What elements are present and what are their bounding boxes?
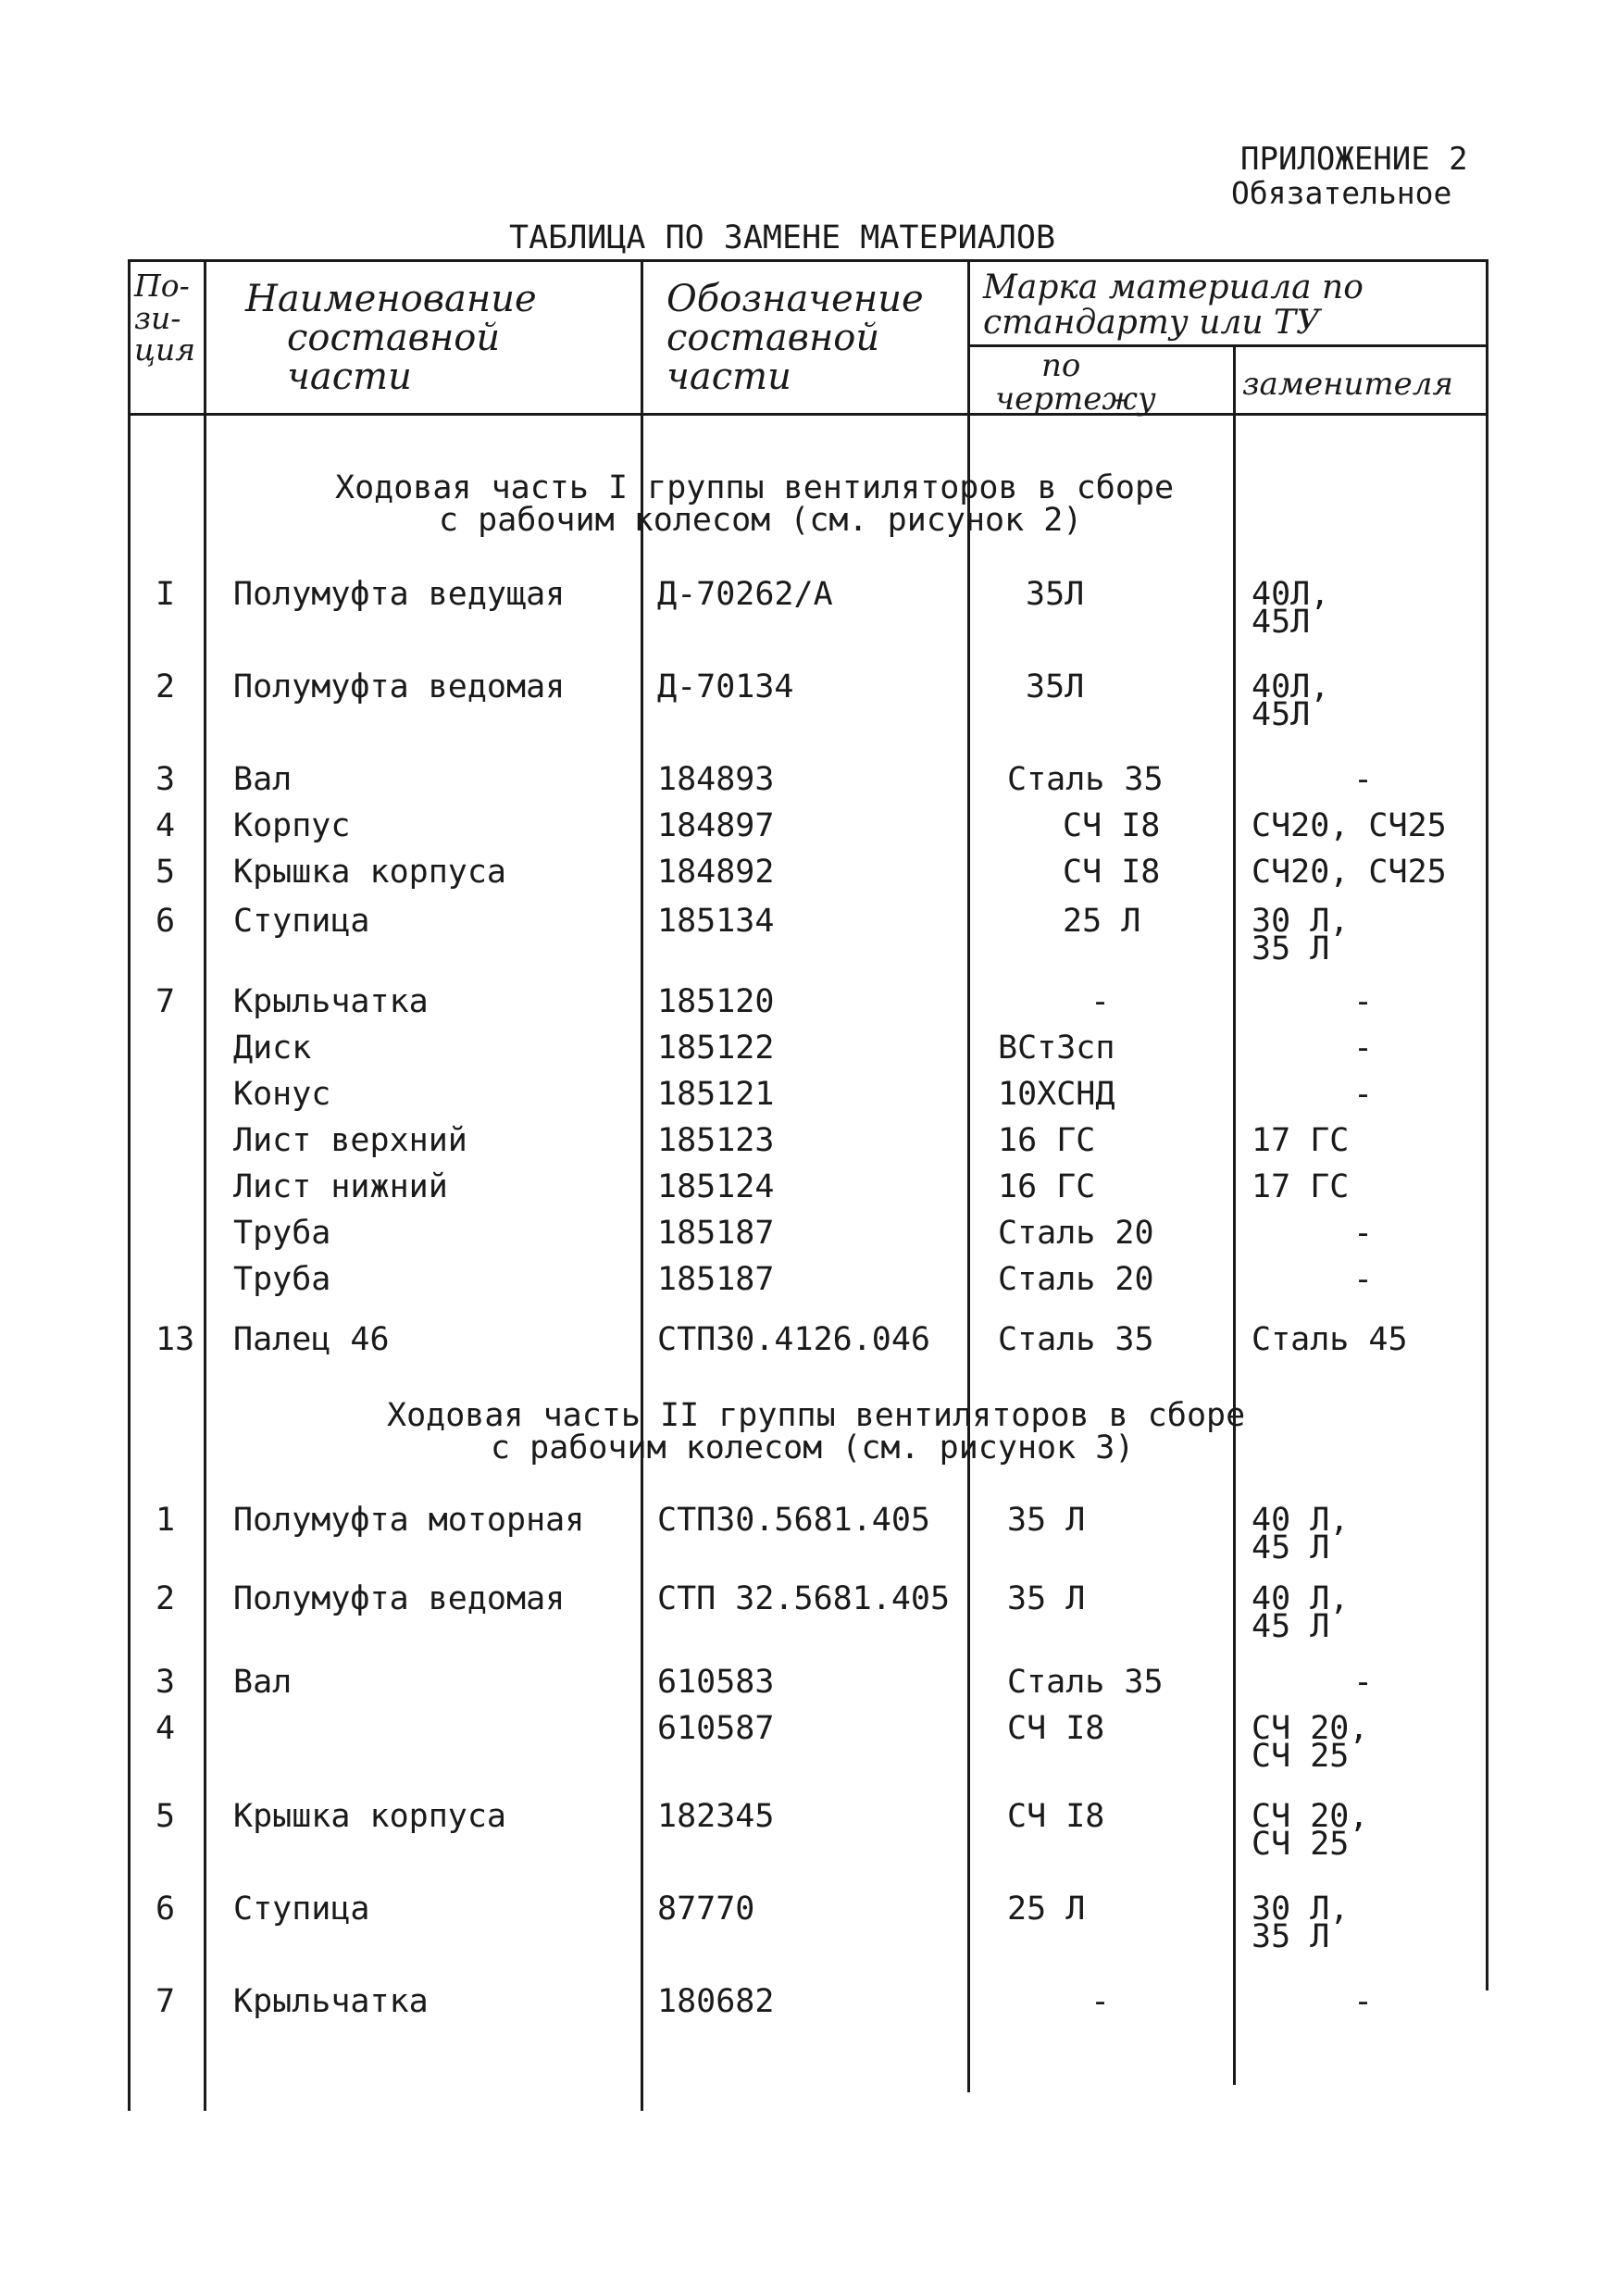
row-part-name: Полумуфта моторная bbox=[233, 1502, 585, 1539]
row-part-name: Конус bbox=[233, 1076, 331, 1113]
row-substitute-material: - bbox=[1353, 1215, 1374, 1252]
section1-heading-line2: с рабочим колесом (см. рисунок 2) bbox=[439, 502, 1083, 539]
row-material-by-drawing: 35 Л bbox=[1007, 1580, 1086, 1617]
row-substitute-material: 17 ГС bbox=[1252, 1122, 1350, 1159]
row-material-by-drawing: 16 ГС bbox=[998, 1168, 1096, 1205]
row-material-by-drawing: Сталь 35 bbox=[1007, 761, 1164, 798]
row-designation: 185187 bbox=[657, 1215, 775, 1252]
row-position: 3 bbox=[156, 1664, 176, 1701]
header-name-line3: части bbox=[287, 356, 412, 398]
table-top-border bbox=[128, 259, 1488, 262]
section2-heading bbox=[387, 1397, 1246, 1466]
section2-heading-line1: Ходовая часть II группы вентиляторов в сборе bbox=[387, 1397, 1246, 1434]
row-part-name: Вал bbox=[233, 761, 293, 798]
row-substitute-material: - bbox=[1353, 1664, 1374, 1701]
row-substitute-material: СЧ 20, bbox=[1252, 1798, 1369, 1835]
row-substitute-material: 40 Л, bbox=[1252, 1502, 1350, 1539]
row-designation: 185123 bbox=[657, 1122, 775, 1159]
row-designation: 185120 bbox=[657, 983, 775, 1020]
row-part-name: Труба bbox=[233, 1261, 331, 1298]
row-substitute-material: 30 Л, bbox=[1252, 903, 1350, 940]
row-part-name: Полумуфта ведомая bbox=[233, 668, 566, 705]
row-part-name: Крышка корпуса bbox=[233, 1798, 507, 1835]
row-designation: 182345 bbox=[657, 1798, 775, 1835]
row-substitute-material-2: 35 Л bbox=[1252, 930, 1330, 967]
row-designation: 180682 bbox=[657, 1983, 775, 2020]
row-position: 7 bbox=[156, 1983, 176, 2020]
column-divider-left bbox=[128, 259, 131, 2111]
row-part-name: Крышка корпуса bbox=[233, 854, 507, 891]
row-designation: Д-70134 bbox=[657, 668, 794, 705]
row-substitute-material-2: 35 Л bbox=[1252, 1918, 1330, 1955]
row-part-name: Диск bbox=[233, 1029, 312, 1067]
row-part-name: Лист верхний bbox=[233, 1122, 467, 1159]
table-right-border bbox=[1486, 259, 1488, 1990]
row-part-name: Полумуфта ведущая bbox=[233, 576, 566, 613]
row-designation: 610583 bbox=[657, 1664, 775, 1701]
row-designation: 184892 bbox=[657, 854, 775, 891]
section1-heading bbox=[335, 469, 1175, 539]
row-part-name: Ступица bbox=[233, 1890, 370, 1928]
header-position-line2: зи- bbox=[134, 299, 181, 336]
appendix-title: ПРИЛОЖЕНИЕ 2 bbox=[1240, 141, 1468, 178]
row-substitute-material: СЧ20, СЧ25 bbox=[1252, 854, 1447, 891]
column-divider-material bbox=[1233, 344, 1236, 2085]
row-substitute-material-2: СЧ 25 bbox=[1252, 1826, 1350, 1863]
row-designation: 185124 bbox=[657, 1168, 775, 1205]
row-material-by-drawing: ВСт3сп bbox=[998, 1029, 1115, 1067]
row-substitute-material-2: 45Л bbox=[1252, 696, 1311, 733]
row-substitute-material-2: 45 Л bbox=[1252, 1529, 1330, 1566]
row-substitute-material-2: СЧ 25 bbox=[1252, 1738, 1350, 1775]
row-designation: 185187 bbox=[657, 1261, 775, 1298]
row-substitute-material-2: 45Л bbox=[1252, 604, 1311, 641]
header-bottom-border bbox=[128, 413, 1488, 416]
row-position: 2 bbox=[156, 1580, 176, 1617]
row-designation: 185122 bbox=[657, 1029, 775, 1067]
row-position: 3 bbox=[156, 761, 176, 798]
row-substitute-material: 30 Л, bbox=[1252, 1890, 1350, 1928]
row-substitute-material: - bbox=[1353, 983, 1374, 1020]
row-part-name: Полумуфта ведомая bbox=[233, 1580, 566, 1617]
header-designation bbox=[666, 280, 924, 396]
row-designation: 610587 bbox=[657, 1710, 775, 1747]
header-name-line1: Наименование bbox=[245, 278, 537, 320]
header-position-line1: По- bbox=[134, 268, 190, 304]
row-substitute-material: 40Л, bbox=[1252, 668, 1330, 705]
row-part-name: Крыльчатка bbox=[233, 1983, 429, 2020]
row-material-by-drawing: Сталь 20 bbox=[998, 1215, 1154, 1252]
header-material-group bbox=[983, 270, 1364, 341]
row-position: 1 bbox=[156, 1502, 176, 1539]
row-designation: СТП30.5681.405 bbox=[657, 1502, 931, 1539]
row-position: 6 bbox=[156, 1890, 176, 1928]
row-substitute-material: - bbox=[1353, 1076, 1374, 1113]
row-material-by-drawing: 10ХСНД bbox=[998, 1076, 1115, 1113]
header-designation-line1: Обозначение bbox=[666, 278, 924, 320]
row-part-name: Труба bbox=[233, 1215, 331, 1252]
header-position bbox=[134, 270, 195, 367]
row-substitute-material: - bbox=[1353, 1261, 1374, 1298]
row-position: 6 bbox=[156, 903, 176, 940]
row-part-name: Крыльчатка bbox=[233, 983, 429, 1020]
section2-heading-line2: с рабочим колесом (см. рисунок 3) bbox=[491, 1429, 1135, 1466]
row-material-by-drawing: СЧ I8 bbox=[1063, 807, 1161, 844]
row-substitute-material: СЧ20, СЧ25 bbox=[1252, 807, 1447, 844]
row-material-by-drawing: 35Л bbox=[1026, 576, 1085, 613]
row-part-name: Палец 46 bbox=[233, 1321, 390, 1358]
row-material-by-drawing: - bbox=[1090, 1983, 1111, 2020]
row-part-name: Корпус bbox=[233, 807, 351, 844]
column-divider-position bbox=[204, 259, 206, 2111]
header-name bbox=[245, 280, 537, 396]
section1-heading-line1: Ходовая часть I группы вентиляторов в сборе bbox=[335, 469, 1175, 506]
header-position-line3: ция bbox=[134, 331, 196, 368]
row-designation: 184893 bbox=[657, 761, 775, 798]
header-by-drawing-line1: по bbox=[1041, 347, 1081, 384]
row-substitute-material: 40Л, bbox=[1252, 576, 1330, 613]
row-substitute-material: - bbox=[1353, 761, 1374, 798]
header-designation-line3: части bbox=[666, 356, 791, 398]
row-position: 7 bbox=[156, 983, 176, 1020]
row-position: 5 bbox=[156, 854, 176, 891]
row-part-name: Ступица bbox=[233, 903, 370, 940]
row-material-by-drawing: СЧ I8 bbox=[1007, 1798, 1105, 1835]
header-by-drawing-line2: чертежу bbox=[995, 380, 1156, 418]
header-material-line1: Марка материала по bbox=[983, 268, 1364, 306]
table-title: ТАБЛИЦА ПО ЗАМЕНЕ МАТЕРИАЛОВ bbox=[509, 219, 1056, 256]
row-designation: 184897 bbox=[657, 807, 775, 844]
header-by-drawing bbox=[995, 347, 1156, 418]
row-position: 4 bbox=[156, 1710, 176, 1747]
row-substitute-material: Сталь 45 bbox=[1252, 1321, 1408, 1358]
header-designation-line2: составной bbox=[666, 317, 880, 359]
row-material-by-drawing: 16 ГС bbox=[998, 1122, 1096, 1159]
appendix-subtitle: Обязательное bbox=[1231, 175, 1452, 211]
header-substitute: заменителя bbox=[1242, 366, 1453, 403]
row-material-by-drawing: Сталь 35 bbox=[1007, 1664, 1164, 1701]
row-material-by-drawing: Сталь 35 bbox=[998, 1321, 1154, 1358]
row-material-by-drawing: 35 Л bbox=[1007, 1502, 1086, 1539]
row-position: 4 bbox=[156, 807, 176, 844]
row-designation: Д-70262/А bbox=[657, 576, 833, 613]
row-substitute-material: - bbox=[1353, 1983, 1374, 2020]
row-part-name: Лист нижний bbox=[233, 1168, 448, 1205]
row-substitute-material: СЧ 20, bbox=[1252, 1710, 1369, 1747]
row-material-by-drawing: 25 Л bbox=[1063, 903, 1141, 940]
row-substitute-material: 17 ГС bbox=[1252, 1168, 1350, 1205]
row-part-name: Вал bbox=[233, 1664, 293, 1701]
row-substitute-material: - bbox=[1353, 1029, 1374, 1067]
row-substitute-material: 40 Л, bbox=[1252, 1580, 1350, 1617]
header-name-line2: составной bbox=[287, 317, 501, 359]
row-substitute-material-2: 45 Л bbox=[1252, 1608, 1330, 1645]
row-designation: СТП 32.5681.405 bbox=[657, 1580, 951, 1617]
header-material-line2: стандарту или ТУ bbox=[983, 303, 1321, 342]
row-material-by-drawing: - bbox=[1090, 983, 1111, 1020]
row-designation: 87770 bbox=[657, 1890, 755, 1928]
row-material-by-drawing: СЧ I8 bbox=[1007, 1710, 1105, 1747]
row-material-by-drawing: Сталь 20 bbox=[998, 1261, 1154, 1298]
row-material-by-drawing: 35Л bbox=[1026, 668, 1085, 705]
row-designation: 185134 bbox=[657, 903, 775, 940]
row-material-by-drawing: СЧ I8 bbox=[1063, 854, 1161, 891]
row-position: 13 bbox=[156, 1321, 195, 1358]
row-position: I bbox=[156, 576, 176, 613]
row-position: 2 bbox=[156, 668, 176, 705]
row-designation: СТП30.4126.046 bbox=[657, 1321, 931, 1358]
row-position: 5 bbox=[156, 1798, 176, 1835]
row-material-by-drawing: 25 Л bbox=[1007, 1890, 1086, 1928]
row-designation: 185121 bbox=[657, 1076, 775, 1113]
